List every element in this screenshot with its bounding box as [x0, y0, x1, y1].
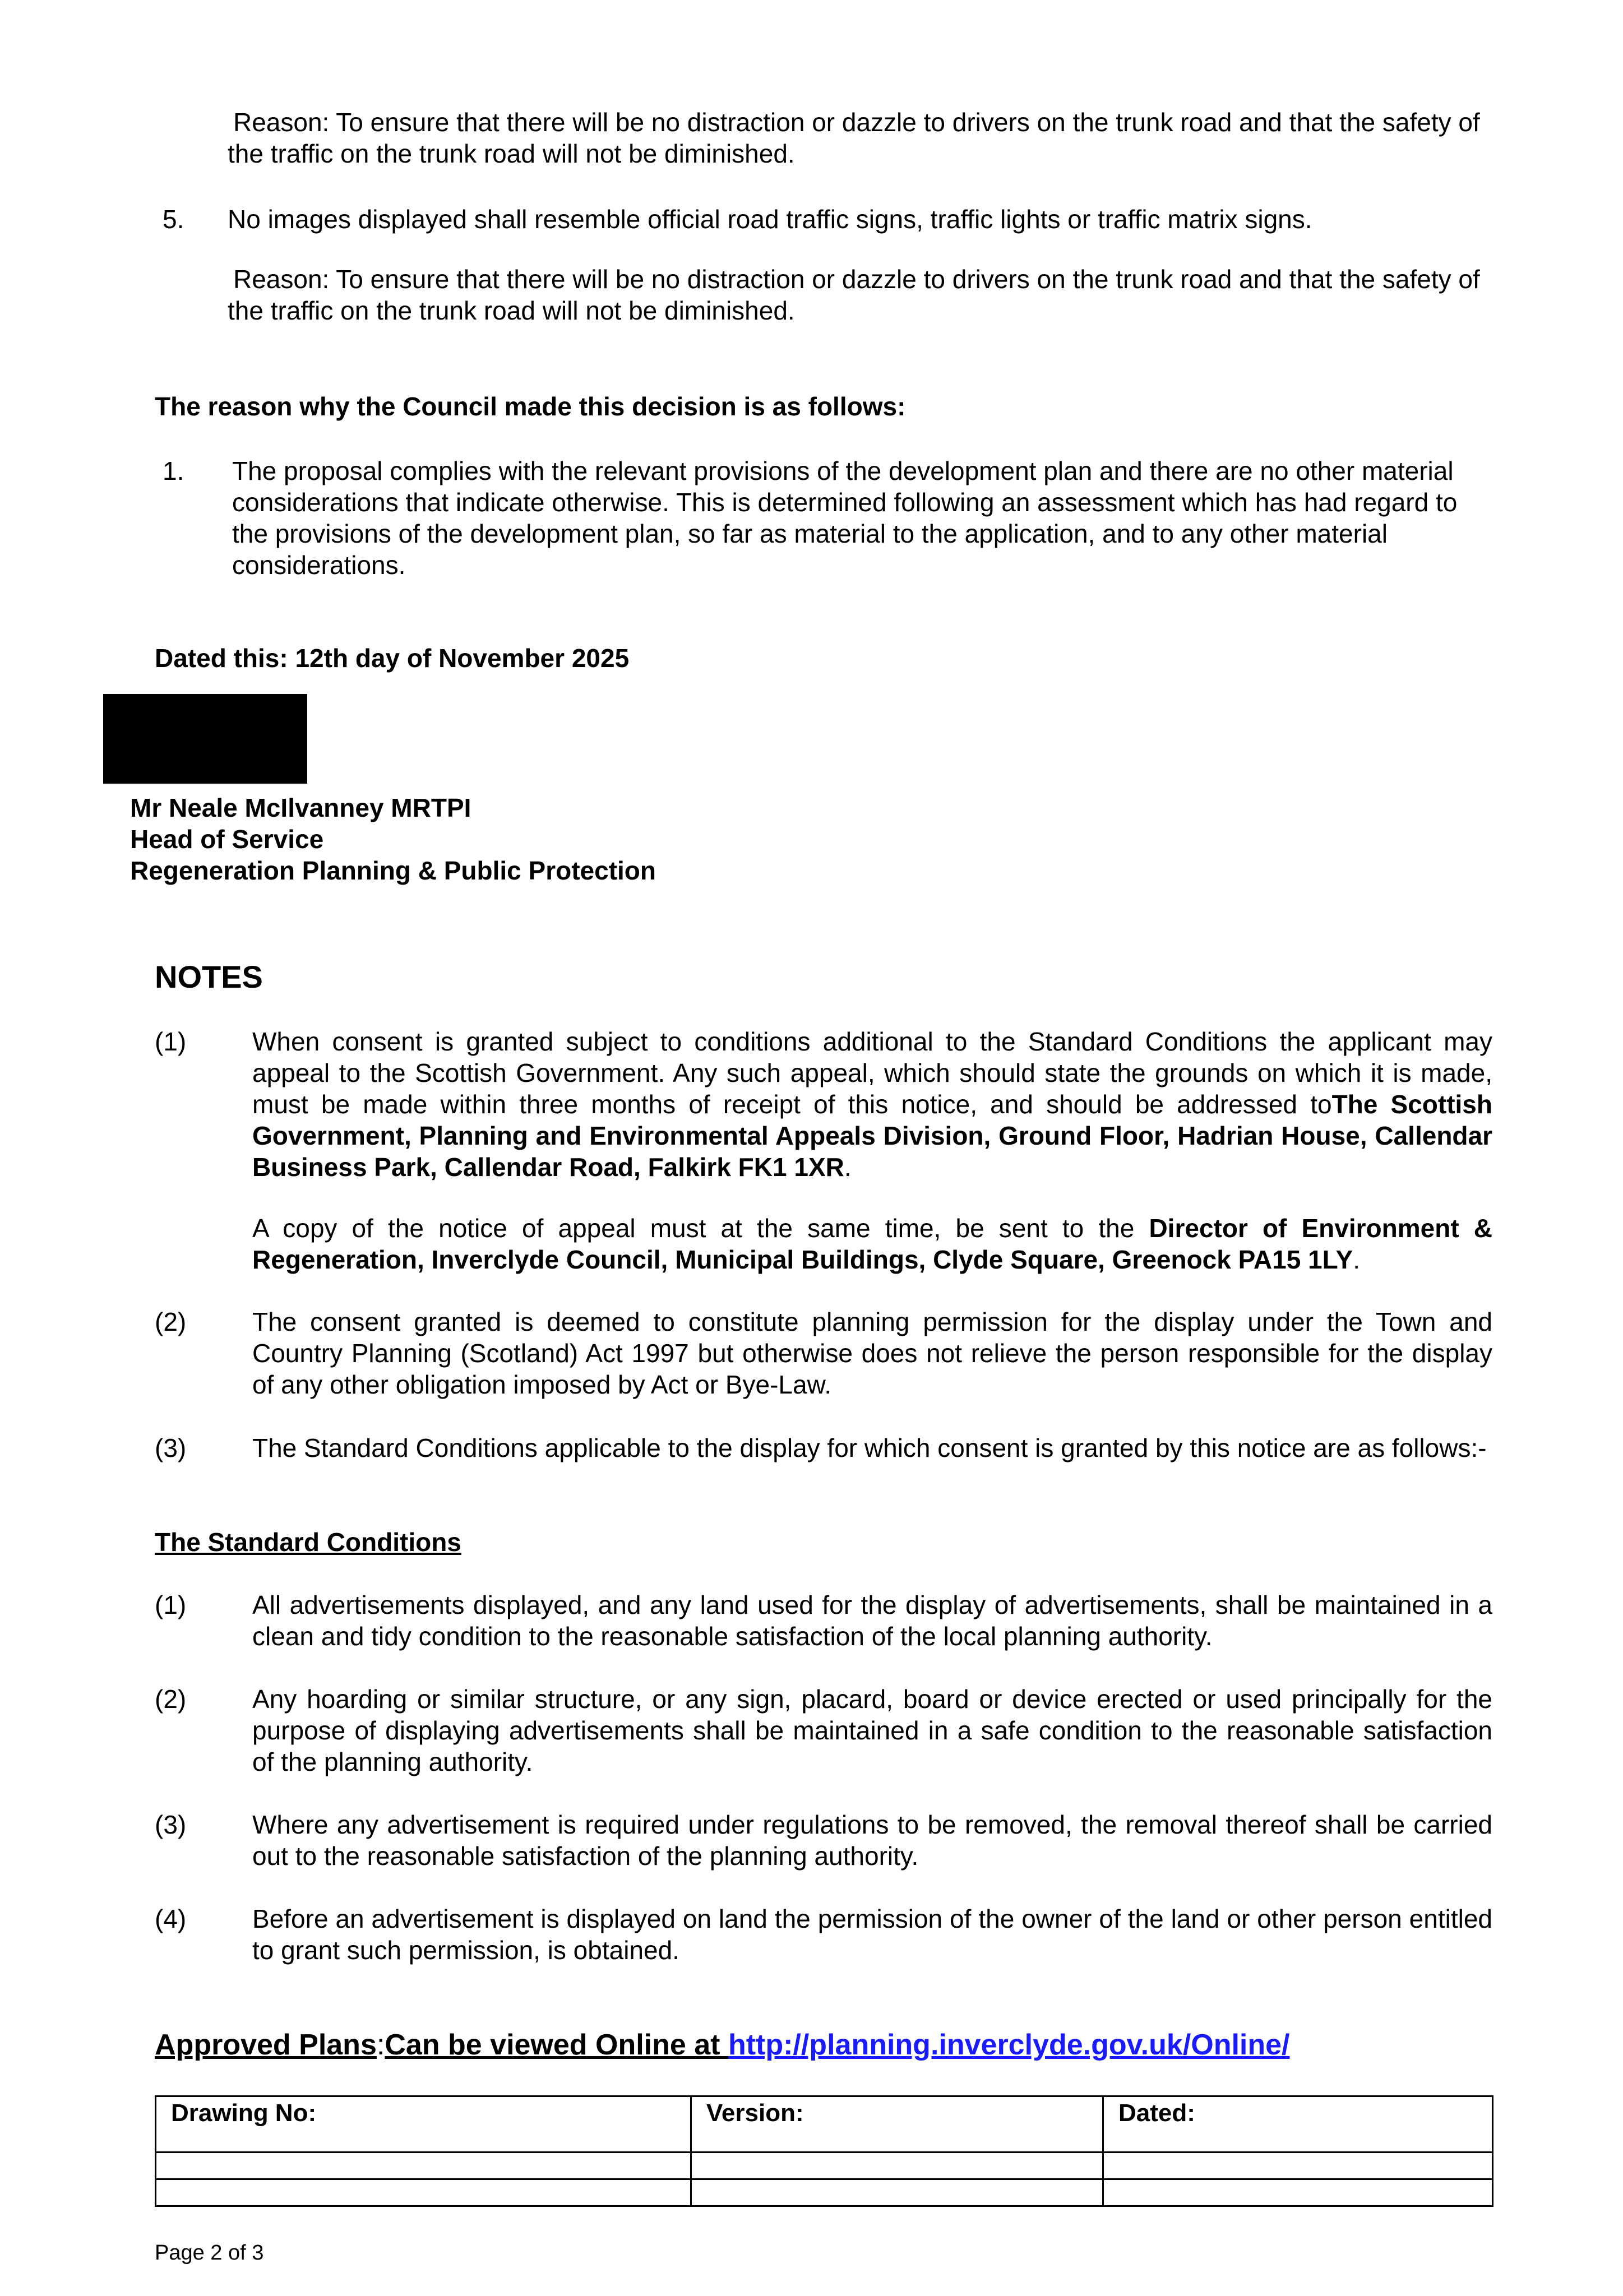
approved-plans-line: Approved Plans:Can be viewed Online at http://planning.inverclyde.gov.uk/Online/ — [155, 2029, 1290, 2061]
signatory-title: Head of Service — [130, 825, 324, 854]
standard-conditions-heading: The Standard Conditions — [155, 1527, 461, 1557]
note-1-number: (1) — [155, 1027, 187, 1056]
standard-3-text: Where any advertisement is required under regulations to be removed, the removal thereof shall be carried out to the reasonable satisfaction of the planning authority. — [252, 1810, 1492, 1871]
decision-item-number: 1. — [163, 456, 184, 485]
signatory-department: Regeneration Planning & Public Protection — [130, 856, 656, 885]
table-cell — [156, 2152, 691, 2179]
plans-online-link[interactable]: http://planning.inverclyde.gov.uk/Online/ — [728, 2029, 1290, 2061]
table-cell — [1103, 2152, 1493, 2179]
table-cell — [156, 2179, 691, 2206]
standard-2-text: Any hoarding or similar structure, or any sign, placard, board or device erected or used principally for the purpose of displaying advertisements shall be maintained in a safe condition to the reasonable satisfaction of the planning authority. — [252, 1684, 1492, 1776]
notes-heading: NOTES — [155, 959, 263, 994]
table-cell — [1103, 2179, 1493, 2206]
note-2-text: The consent granted is deemed to constitute planning permission for the display under the Town and Country Planning (Scotland) Act 1997 but otherwise does not relieve the person responsible for the display of any other obligation imposed by Act or Bye-Law. — [252, 1307, 1492, 1399]
col-drawing-no: Drawing No: — [156, 2096, 691, 2152]
standard-1-number: (1) — [155, 1590, 187, 1619]
note-2-number: (2) — [155, 1307, 187, 1336]
redacted-signature — [103, 694, 307, 784]
standard-3-number: (3) — [155, 1810, 187, 1839]
note-3-number: (3) — [155, 1433, 187, 1462]
table-header-row — [156, 2096, 1493, 2152]
condition-5-reason: Reason: To ensure that there will be no distraction or dazzle to drivers on the trunk road and that the safety of the traffic on the trunk road will not be diminished. — [228, 265, 1480, 325]
table-cell — [691, 2152, 1103, 2179]
approved-plans-label: Approved Plans — [155, 2029, 377, 2061]
condition-5-number: 5. — [163, 205, 184, 234]
decision-heading: The reason why the Council made this decision is as follows: — [155, 392, 906, 421]
table-cell — [691, 2179, 1103, 2206]
online-text: Can be viewed Online at — [385, 2029, 728, 2061]
note-1-copy-text: A copy of the notice of appeal must at the same time, be sent to the Director of Environment & Regeneration, Inverclyde Council, Municipal Buildings, Clyde Square, Greenock PA15 1LY. — [252, 1214, 1492, 1274]
table-row — [156, 2152, 1493, 2179]
decision-item-text: The proposal complies with the relevant provisions of the development plan and there are no other material considerations that indicate otherwise. This is determined following an assessment which has had regard to the provisions of the development plan, so far as material to the application, and to any other material considerations. — [232, 456, 1458, 580]
page-number: Page 2 of 3 — [155, 2241, 264, 2265]
standard-2-number: (2) — [155, 1684, 187, 1714]
table-row — [156, 2179, 1493, 2206]
standard-4-number: (4) — [155, 1904, 187, 1933]
col-version: Version: — [691, 2096, 1103, 2152]
note-1-text: When consent is granted subject to conditions additional to the Standard Conditions the applicant may appeal to the Scottish Government. Any such appeal, which should state the grounds on which it is made, must be made within three months of receipt of this notice, and should be addressed toThe Scottish Government, Planning and Environmental Appeals Division, Ground Floor, Hadrian House, Callendar Business Park, Callendar Road, Falkirk FK1 1XR. — [252, 1027, 1492, 1182]
signatory-name: Mr Neale McIlvanney MRTPI — [130, 793, 471, 822]
condition-4-reason: Reason: To ensure that there will be no distraction or dazzle to drivers on the trunk road and that the safety of the traffic on the trunk road will not be diminished. — [228, 108, 1480, 168]
dated-line: Dated this: 12th day of November 2025 — [155, 644, 630, 673]
standard-1-text: All advertisements displayed, and any land used for the display of advertisements, shall be maintained in a clean and tidy condition to the reasonable satisfaction of the local planning authority. — [252, 1590, 1492, 1651]
signatory-block — [130, 792, 656, 886]
note-3-text: The Standard Conditions applicable to the display for which consent is granted by this notice are as follows:- — [252, 1433, 1487, 1462]
col-dated: Dated: — [1103, 2096, 1493, 2152]
standard-4-text: Before an advertisement is displayed on land the permission of the owner of the land or other person entitled to grant such permission, is obtained. — [252, 1904, 1492, 1965]
approved-plans-table — [155, 2095, 1493, 2207]
condition-5-text: No images displayed shall resemble official road traffic signs, traffic lights or traffic matrix signs. — [228, 205, 1312, 234]
